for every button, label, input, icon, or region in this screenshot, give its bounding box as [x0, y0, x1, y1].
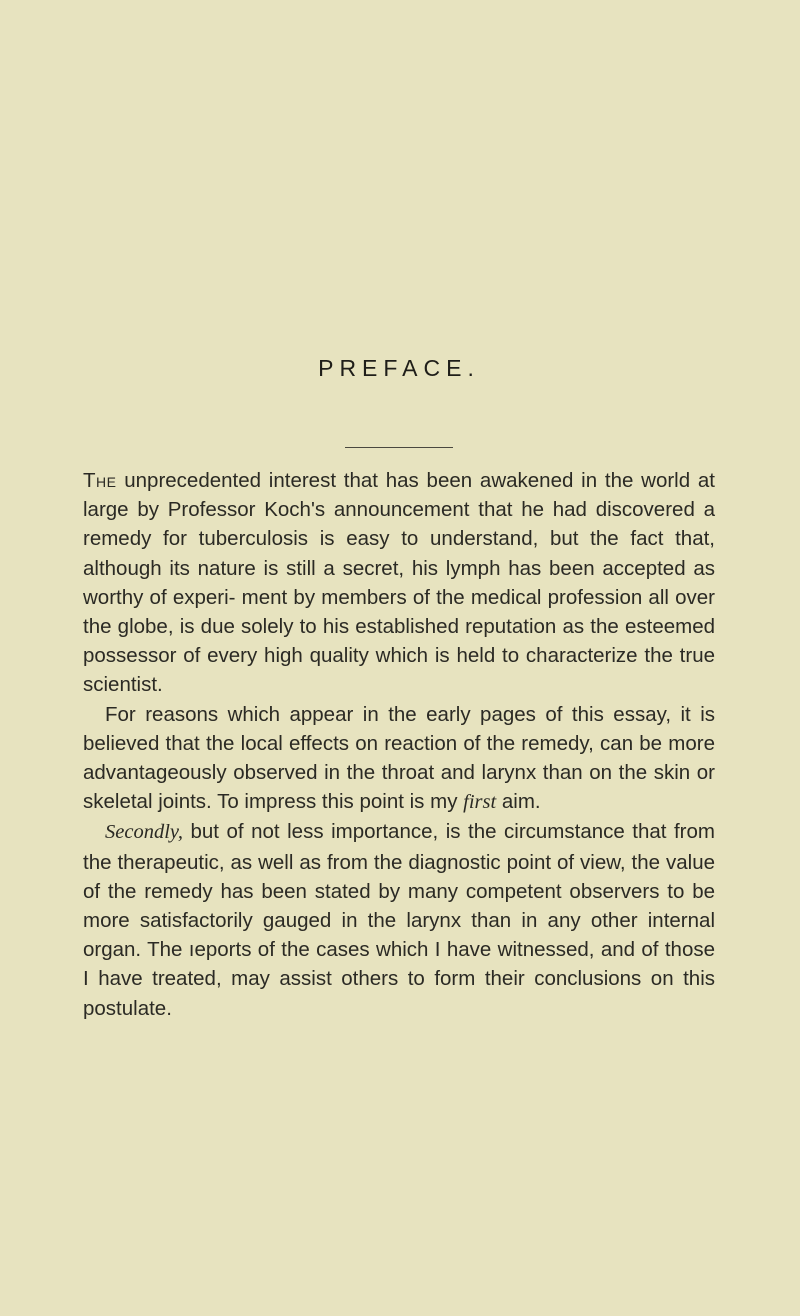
- paragraph-2-emphasis: first: [463, 791, 497, 814]
- page-title: PREFACE.: [318, 355, 480, 381]
- title-rule: [345, 447, 453, 448]
- paragraph-3-lead: Secondly,: [105, 821, 183, 844]
- paragraph-3-text: but of not less importance, is the circumstance that from the therapeutic, as well as from the diagnostic point of view, the value of the remedy has been stated by many competent observers to be more satisfactorily gauged in the larynx than in any other internal organ. The ıeports of the cases which I have witnessed, and of those I have treated, may assist others to form their conclusions on this postulate.: [83, 820, 715, 1020]
- paragraph-2-tail: aim.: [496, 790, 541, 814]
- paragraph-2: [83, 700, 715, 818]
- paragraph-1-lead: The: [83, 469, 117, 492]
- paragraph-1: [83, 466, 715, 700]
- paragraph-1-text: unprecedented interest that has been awakened in the world at large by Professor Koch's announcement that he had discovered a remedy for tuberculosis is easy to understand, but the fact that, although its nature is still a secret, his lymph has been accepted as worthy of experi- ment by members of the medical profession all over the globe, is due solely to his established reputation as the esteemed possessor of every high quality which is held to characterize the true scientist.: [83, 469, 715, 697]
- preface-body: [83, 466, 715, 1023]
- paragraph-2-text: For reasons which appear in the early pages of this essay, it is believed that the local effects on reaction of the remedy, can be more advantageously observed in the throat and larynx than on the skin or skeletal joints. To impress this point is my: [83, 702, 715, 814]
- paragraph-3: [83, 817, 715, 1022]
